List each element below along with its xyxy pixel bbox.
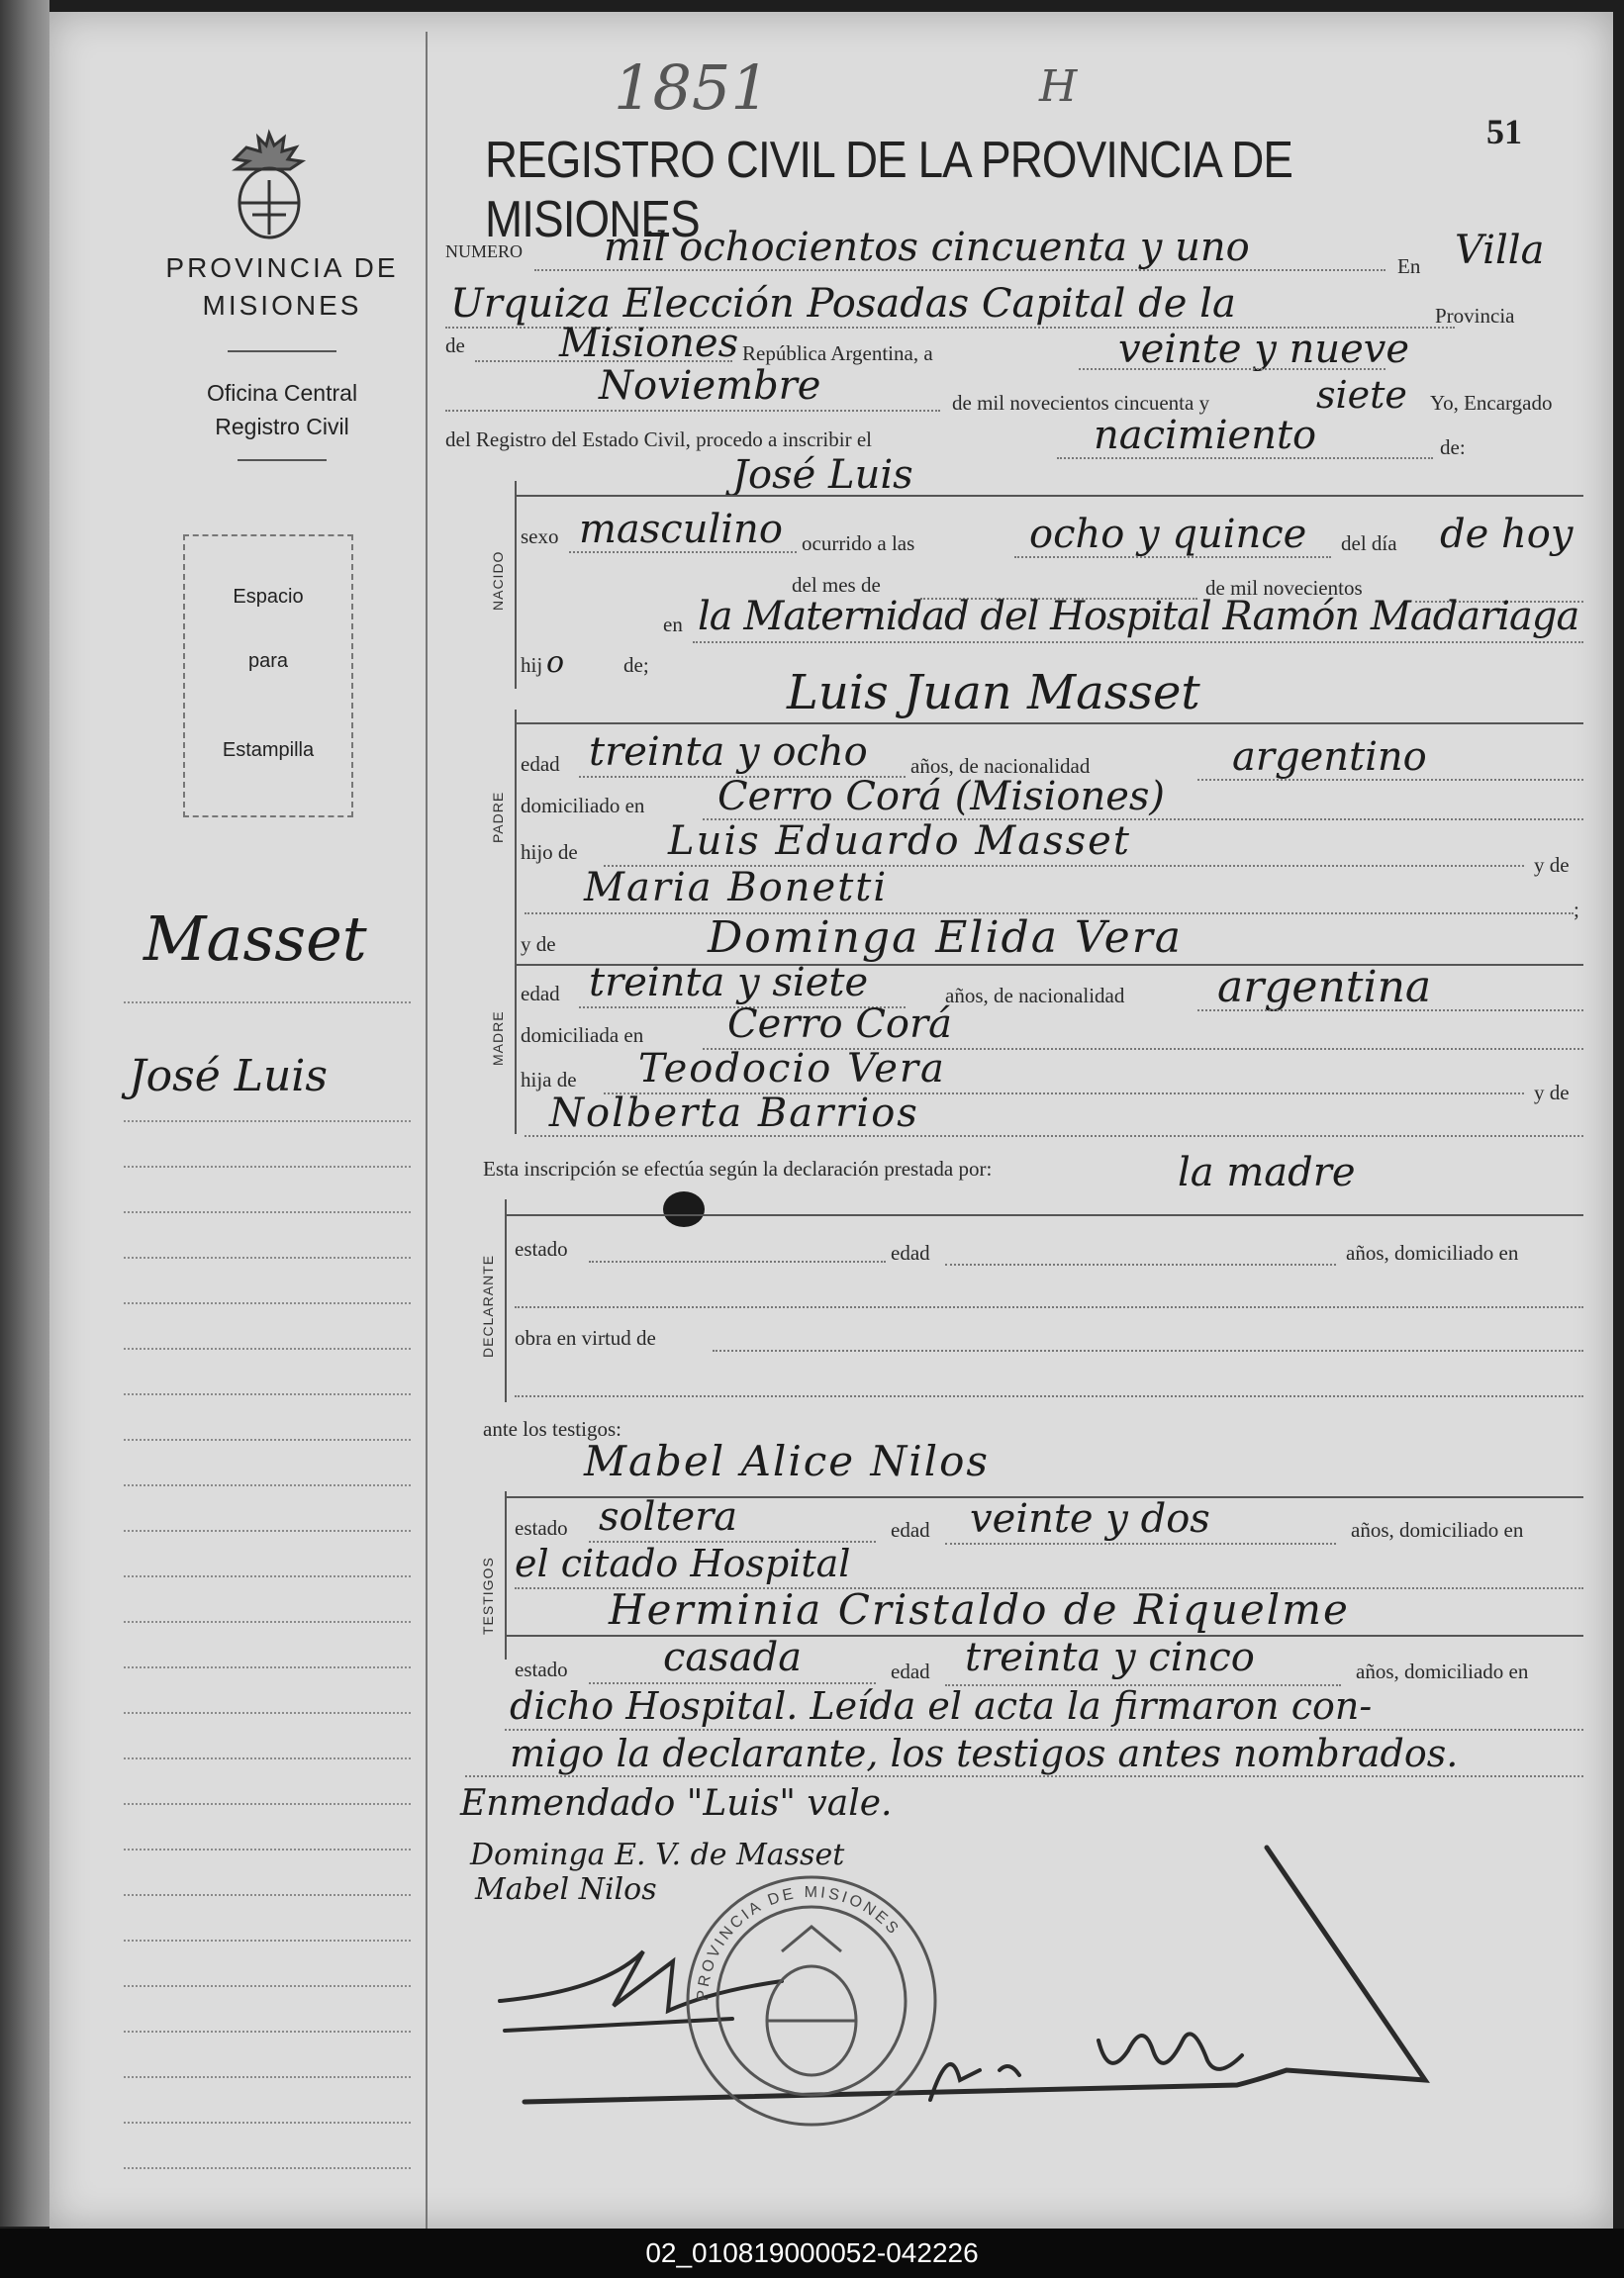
month-value: Noviembre (599, 363, 821, 409)
witness2-name-value: Herminia Cristaldo de Riquelme (609, 1585, 1350, 1634)
office-line2: Registro Civil (215, 414, 349, 439)
witness2-status-value: casada (663, 1635, 803, 1680)
witness2-age-value: treinta y cinco (965, 1635, 1255, 1680)
anios-domiciliado-label-3: años, domiciliado en (1356, 1660, 1529, 1683)
anios-domiciliado-label-2: años, domiciliado en (1351, 1518, 1524, 1542)
provincia-label: Provincia (1435, 304, 1515, 328)
field-line (1197, 1009, 1583, 1011)
margin-surname: Masset (143, 902, 367, 975)
margin-line (124, 1302, 411, 1304)
declarant-value: la madre (1178, 1150, 1356, 1195)
margin-line (124, 2031, 411, 2033)
edad-label-2: edad (521, 982, 560, 1005)
margin-line (124, 1211, 411, 1213)
mother-mother-value: Nolberta Barrios (549, 1091, 919, 1136)
mother-name-value: Dominga Elida Vera (708, 912, 1183, 963)
section-line (515, 495, 1583, 497)
ante-testigos-label: ante los testigos: (483, 1417, 621, 1441)
margin-line (124, 1001, 411, 1003)
divider (238, 459, 327, 461)
del-registro-label: del Registro del Estado Civil, procedo a inscribir el (445, 427, 872, 451)
coat-of-arms-icon (223, 126, 317, 244)
ocurrido-label: ocurrido a las (802, 531, 915, 555)
y-de-label: y de (1534, 853, 1570, 877)
field-line (445, 410, 940, 412)
field-line (945, 1264, 1336, 1266)
margin-line (124, 2167, 411, 2169)
nacionalidad-label-2: años, de nacionalidad (945, 984, 1125, 1007)
section-nacido: NACIDO (490, 550, 506, 611)
father-address-value: Cerro Corá (Misiones) (717, 774, 1166, 819)
field-line (1079, 368, 1385, 370)
margin-line (124, 1484, 411, 1486)
field-line (1014, 556, 1331, 558)
field-line (515, 1395, 1583, 1397)
section-madre: MADRE (490, 1010, 506, 1066)
obra-label: obra en virtud de (515, 1326, 656, 1350)
estado-label: estado (515, 1237, 568, 1261)
margin-line (124, 1530, 411, 1532)
father-mother-value: Maria Bonetti (584, 865, 889, 910)
margin-name: José Luis (129, 1051, 328, 1101)
amendment-note: Enmendado "Luis" vale. (460, 1783, 893, 1824)
field-line (1197, 779, 1583, 781)
seal-text: PROVINCIA DE MISIONES (694, 1883, 904, 2002)
nacionalidad-label: años, de nacionalidad (910, 754, 1091, 778)
signatures-and-seal (485, 1843, 1593, 2229)
margin-line (124, 1393, 411, 1395)
margin-line (124, 1439, 411, 1441)
margin-line (124, 1257, 411, 1259)
section-declarante: DECLARANTE (480, 1254, 496, 1358)
hijo-de-label: hijo de (521, 840, 578, 864)
y-de-label-3: y de (1534, 1081, 1570, 1104)
semicolon: ; (1574, 898, 1579, 921)
sexo-label: sexo (521, 524, 559, 548)
field-line (515, 1306, 1583, 1308)
father-father-value: Luis Eduardo Masset (668, 818, 1131, 864)
republica-label: República Argentina, a (742, 341, 933, 365)
margin-line (124, 1803, 411, 1805)
domiciliado-label: domiciliado en (521, 794, 645, 817)
hijo-suffix: o (546, 645, 565, 680)
field-line (505, 1729, 1583, 1731)
edad-label: edad (521, 752, 560, 776)
de-label-2: de; (623, 653, 649, 677)
day-value: de hoy (1440, 512, 1574, 557)
sex-value: masculino (579, 507, 783, 552)
inscripcion-label: Esta inscripción se efectúa según la declaración prestada por: (483, 1157, 993, 1181)
field-line (475, 360, 732, 362)
margin-line (124, 1894, 411, 1896)
witness1-name-value: Mabel Alice Nilos (584, 1437, 990, 1485)
field-line (534, 269, 1385, 271)
margin-line (124, 1849, 411, 1851)
mother-address-value: Cerro Corá (727, 1001, 952, 1047)
stamp-label-1: Espacio (233, 586, 304, 608)
estado-label-3: estado (515, 1658, 568, 1681)
field-line (589, 1261, 886, 1263)
register-page (49, 12, 1613, 2229)
witness1-address-value: el citado Hospital (515, 1542, 851, 1585)
section-bracket (515, 710, 517, 969)
folio-number: 1851 (614, 51, 770, 124)
hijo-label: hij (521, 653, 543, 677)
margin-line (124, 1120, 411, 1122)
section-padre: PADRE (490, 791, 506, 843)
section-bracket (505, 1199, 507, 1402)
anios-domiciliado-label: años, domiciliado en (1346, 1241, 1519, 1265)
en-value: Villa (1455, 228, 1545, 273)
father-name-value: Luis Juan Masset (787, 665, 1200, 720)
domiciliada-label: domiciliada en (521, 1023, 644, 1047)
divider (228, 350, 336, 352)
column-divider (426, 32, 428, 2238)
closing-line-2: migo la declarante, los testigos antes nombrados. (510, 1732, 1459, 1775)
en-label-2: en (663, 613, 683, 636)
year-value: siete (1316, 373, 1407, 417)
field-line (525, 1135, 1583, 1137)
section-testigos: TESTIGOS (480, 1557, 496, 1635)
folio-letter: H (1039, 61, 1078, 112)
edad-label-4: edad (891, 1518, 930, 1542)
margin-line (124, 1575, 411, 1577)
signature-witness: Mabel Nilos (475, 1872, 657, 1907)
field-line (945, 1543, 1336, 1545)
mother-age-value: treinta y siete (589, 960, 869, 1005)
margin-line (124, 1666, 411, 1668)
witness1-age-value: veinte y dos (970, 1496, 1210, 1542)
margin-line (124, 1712, 411, 1714)
section-bracket (515, 481, 517, 689)
place-value: Urquiza Elección Posadas Capital de la (450, 281, 1236, 327)
ink-blot (663, 1191, 705, 1227)
page-title: REGISTRO CIVIL DE LA PROVINCIA DE MISIONES (485, 132, 1293, 248)
field-line (465, 1775, 1583, 1777)
signature-declarant: Dominga E. V. de Masset (470, 1838, 845, 1872)
stamp-label-3: Estampilla (222, 739, 315, 761)
child-name-value: José Luis (732, 452, 913, 498)
estado-label-2: estado (515, 1516, 568, 1540)
image-id-footer: 02_010819000052-042226 (0, 2229, 1624, 2278)
field-line (693, 641, 1583, 643)
del-dia-label: del día (1341, 531, 1397, 555)
birthplace-value: la Maternidad del Hospital Ramón Madariaga (698, 594, 1579, 639)
yo-encargado-label: Yo, Encargado (1430, 391, 1553, 415)
act-value: nacimiento (1094, 413, 1317, 458)
margin-line (124, 1621, 411, 1623)
margin-line (124, 1940, 411, 1942)
date-day-value: veinte y nueve (1118, 327, 1410, 372)
field-line (713, 1350, 1583, 1352)
province-name: PROVINCIA DE MISIONES (165, 252, 399, 321)
de-colon-label: de: (1440, 435, 1466, 459)
provincia-value: Misiones (559, 321, 739, 366)
del-mes-label: del mes de (792, 573, 881, 597)
field-line (1057, 457, 1433, 459)
book-spine (0, 0, 49, 2227)
edad-label-3: edad (891, 1241, 930, 1265)
hour-value: ocho y quince (1029, 512, 1307, 557)
section-bracket (515, 964, 517, 1134)
margin-line (124, 1757, 411, 1759)
edad-label-5: edad (891, 1660, 930, 1683)
stamp-box (183, 534, 353, 817)
field-line (569, 551, 797, 553)
page-number: 51 (1486, 112, 1522, 151)
mil-novecientos-label: de mil novecientos (1205, 576, 1363, 600)
de-label: de (445, 333, 465, 357)
margin-line (124, 2076, 411, 2078)
stamp-label-2: para (247, 650, 289, 672)
en-label: En (1397, 254, 1421, 278)
margin-line (124, 1985, 411, 1987)
hija-de-label: hija de (521, 1068, 577, 1092)
mother-nationality-value: argentina (1217, 962, 1432, 1012)
numero-label: NUMERO (445, 241, 524, 261)
margin-line (124, 1348, 411, 1350)
de-mil-label: de mil novecientos cincuenta y (952, 391, 1210, 415)
section-line (505, 1214, 1583, 1216)
margin-line (124, 2122, 411, 2124)
mother-father-value: Teodocio Vera (638, 1046, 946, 1092)
father-nationality-value: argentino (1232, 734, 1427, 780)
office-line1: Oficina Central (206, 380, 358, 406)
closing-line-1: dicho Hospital. Leída el acta la firmaron con- (510, 1684, 1373, 1728)
margin-line (124, 1166, 411, 1168)
section-line (515, 722, 1583, 724)
father-age-value: treinta y ocho (589, 729, 868, 775)
numero-value: mil ochocientos cincuenta y uno (604, 225, 1250, 270)
y-de-label-2: y de (521, 932, 556, 956)
witness1-status-value: soltera (599, 1494, 738, 1540)
